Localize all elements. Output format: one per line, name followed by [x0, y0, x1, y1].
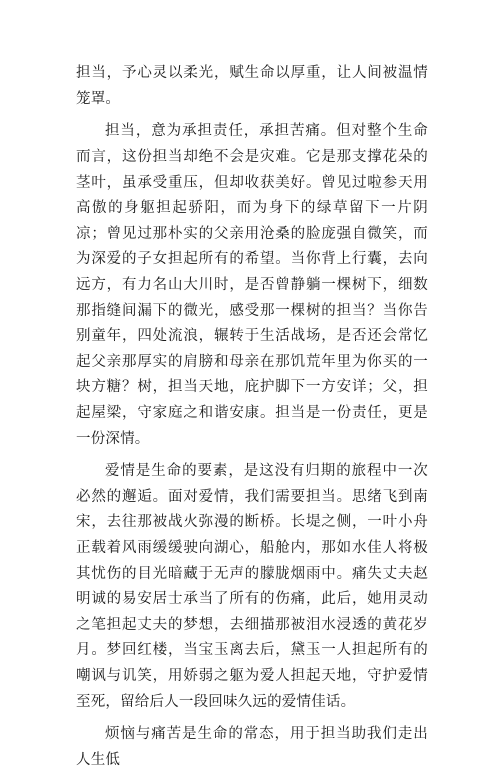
document-body	[76, 61, 428, 781]
paragraph-1: 担当，予心灵以柔光，赋生命以厚重，让人间被温情笼罩。	[76, 65, 428, 107]
paragraph-4: 烦恼与痛苦是生命的常态，用于担当助我们走出人生低	[76, 726, 428, 768]
paragraph-2: 担当，意为承担责任，承担苦痛。但对整个生命而言，这份担当却绝不会是灾难。它是那支撑花朵的茎叶，虽承受重压，但却收获美好。曾见过啦参天用高傲的身躯担起骄阳，而为身下的绿草留下一片阴凉；曾见过那朴实的父亲用沧桑的脸庞强自微笑，而为深爱的子女担起所有的希望。当你背上行囊，去向远方，有力名山大川时，是否曾静躺一棵树下，细数那指缝间漏下的微光，感受那一棵树的担当？当你告别童年，四处流浪，辗转于生活战场，是否还会常忆起父亲那厚实的肩膀和母亲在那饥荒年里为你买的一块方糖？树，担当天地，庇护脚下一方安详；父，担起屋梁，守家庭之和谐安康。担当是一份责任，更是一份深情。	[76, 123, 428, 447]
paragraph-3: 爱情是生命的要素，是这没有归期的旅程中一次必然的邂逅。面对爱情，我们需要担当。思绪飞到南宋，去往那被战火弥漫的断桥。长堤之侧，一叶小舟正载着风雨缓缓驶向湖心，船舱内，那如水佳人将极其忧伤的目光暗藏于无声的朦胧烟雨中。痛失丈夫赵明诚的易安居士承当了所有的伤痛，此后，她用灵动之笔担起丈夫的梦想，去细描那被泪水浸透的黄花岁月。梦回红楼，当宝玉离去后，黛玉一人担起所有的嘲讽与讥笑，用娇弱之躯为爱人担起天地，守护爱情至死，留给后人一段回味久远的爱情佳话。	[76, 463, 428, 710]
